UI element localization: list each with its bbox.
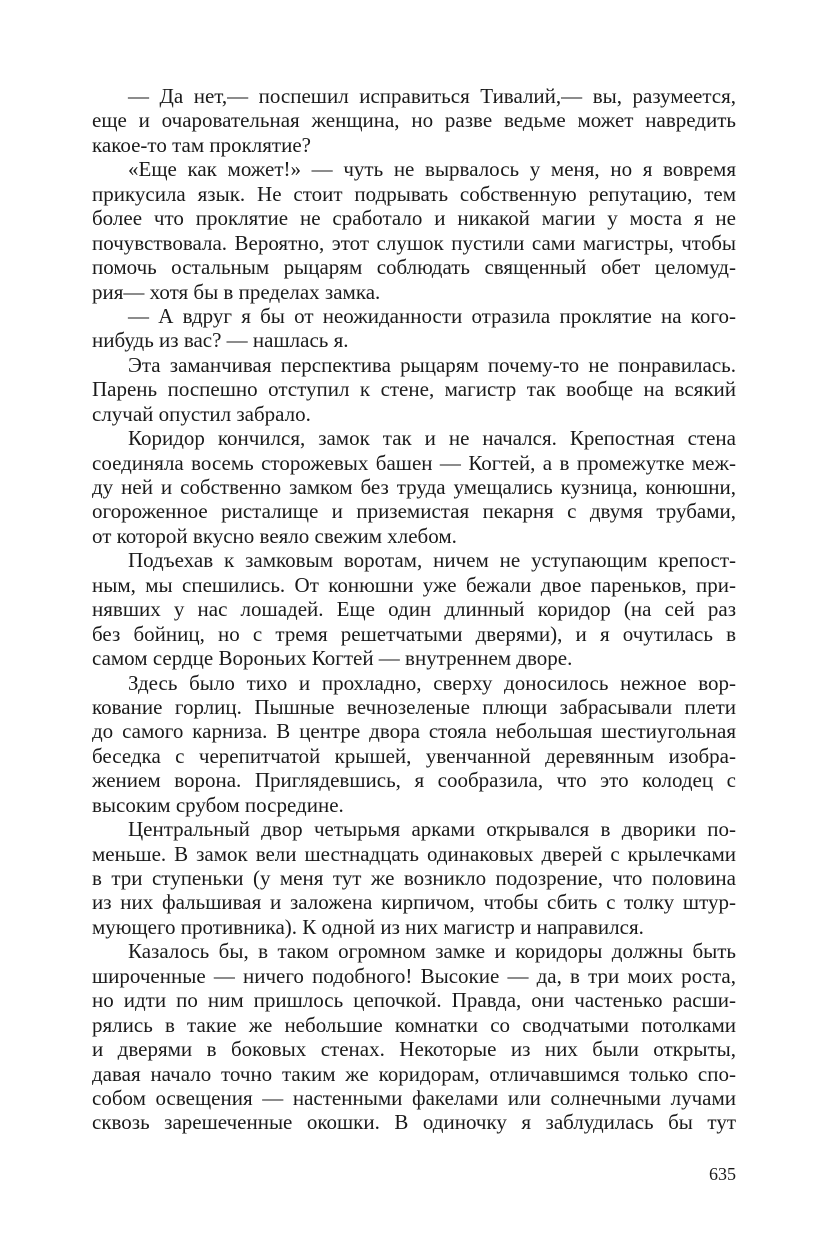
text-line: нибудь из вас? — нашлась я. — [92, 328, 349, 353]
text-line: жением ворона. Приглядевшись, я сообразила, что это колодец с — [92, 768, 736, 793]
text-line: еще и очаровательная женщина, но разве ведьме может навредить — [92, 108, 736, 133]
text-line: высоким срубом посредине. — [92, 792, 344, 817]
page-number: 635 — [709, 1164, 736, 1184]
text-line: почувствовала. Вероятно, этот слушок пустили сами магистры, чтобы — [92, 230, 736, 255]
text-line: — А вдруг я бы от неожиданности отразила проклятие на кого- — [128, 303, 736, 328]
text-line: самом сердце Вороньих Когтей — внутреннем дворе. — [92, 646, 573, 671]
text-line: нявших у нас лошадей. Еще один длинный коридор (на сей раз — [92, 597, 736, 622]
text-line: Подъехав к замковым воротам, ничем не уступающим крепост- — [128, 548, 736, 573]
text-line: прикусила язык. Не стоит подрывать собственную репутацию, тем — [92, 181, 736, 206]
text-line: меньше. В замок вели шестнадцать одинаковых дверей с крылечками — [92, 841, 736, 866]
text-line: Казалось бы, в таком огромном замке и коридоры должны быть — [128, 939, 736, 964]
text-line: рия— хотя бы в пределах замка. — [92, 279, 381, 304]
text-line: широченные — ничего подобного! Высокие — да, в три моих роста, — [92, 963, 736, 988]
text-line: собом освещения — настенными факелами или солнечными лучами — [92, 1085, 736, 1110]
text-line: случай опустил забрало. — [92, 401, 311, 426]
text-line: и дверями в боковых стенах. Некоторые из них были открыты, — [92, 1037, 736, 1062]
text-line: беседка с черепитчатой крышей, увенчанной деревянным изобра- — [92, 743, 736, 768]
text-line: ным, мы спешились. От конюшни уже бежали двое пареньков, при- — [92, 572, 736, 597]
text-line: Здесь было тихо и прохладно, сверху доносилось нежное вор- — [128, 670, 736, 695]
text-line: от которой вкусно веяло свежим хлебом. — [92, 523, 457, 548]
text-line: помочь остальным рыцарям соблюдать священный обет целомуд- — [92, 255, 736, 280]
text-line: огороженное ристалище и приземистая пекарня с двумя трубами, — [92, 499, 736, 524]
text-line: ду ней и собственно замком без труда умещались кузница, конюшни, — [92, 475, 736, 499]
text-line: более что проклятие не сработало и никакой магии у моста я не — [92, 206, 736, 231]
text-line: мующего противника). К одной из них магистр и направился. — [92, 914, 644, 939]
text-line: до самого карниза. В центре двора стояла небольшая шестиугольная — [92, 719, 736, 744]
text-line: сквозь зарешеченные окошки. В одиночку я заблудилась бы тут — [92, 1110, 736, 1135]
text-line: но идти по ним пришлось цепочкой. Правда, они частенько расши- — [92, 988, 736, 1013]
text-line: — Да нет,— поспешил исправиться Тивалий,— вы, разумеется, — [128, 84, 736, 108]
text-line: Парень поспешно отступил к стене, магистр так вообще на всякий — [92, 377, 736, 402]
text-line: кование горлиц. Пышные вечнозеленые плющи забрасывали плети — [92, 694, 736, 719]
text-line: в три ступеньки (у меня тут же возникло подозрение, что половина — [92, 866, 736, 890]
text-line: Эта заманчивая перспектива рыцарям почему-то не понравилась. — [128, 352, 736, 377]
text-line: рялись в такие же небольшие комнатки со сводчатыми потолками — [92, 1012, 736, 1037]
text-line: Коридор кончился, замок так и не начался. Крепостная стена — [128, 426, 736, 451]
text-line: «Еще как может!» — чуть не вырвалось у меня, но я вовремя — [128, 157, 736, 182]
text-line: давая начало точно таким же коридорам, отличавшимся только спо- — [92, 1061, 736, 1086]
text-line: соединяла восемь сторожевых башен — Когтей, а в промежутке меж- — [92, 450, 736, 475]
text-line: Центральный двор четырьмя арками открывался в дворики по- — [128, 817, 736, 842]
text-line: без бойниц, но с тремя решетчатыми дверями), и я очутилась в — [92, 621, 736, 646]
page-text — [92, 84, 736, 1135]
text-line: из них фальшивая и заложена кирпичом, чтобы сбить с толку штур- — [92, 890, 736, 915]
text-line: какое-то там проклятие? — [92, 132, 311, 157]
